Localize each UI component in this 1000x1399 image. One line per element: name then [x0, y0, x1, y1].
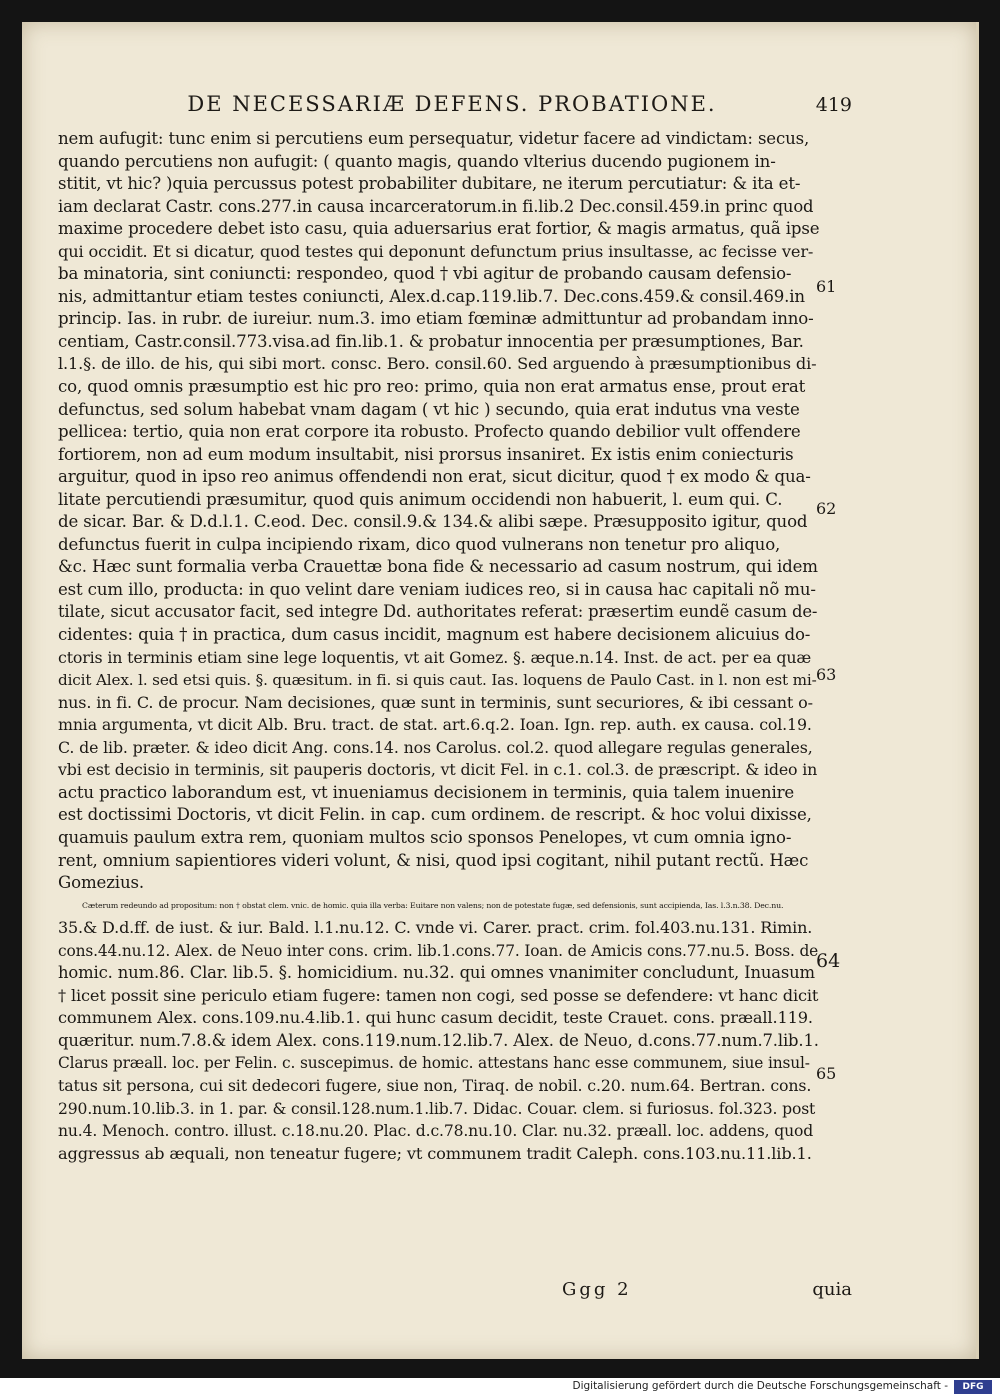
text-line: actu practico laborandum est, vt inueniamus decisionem in terminis, quia talem inuenire — [58, 782, 795, 802]
text-line: de sicar. Bar. & D.d.l.1. C.eod. Dec. consil.9.& 134.& alibi sæpe. Præsupposito igitur, quod — [58, 512, 808, 532]
text-line: quamuis paulum extra rem, quoniam multos scio sponsos Penelopes, vt cum omnia igno- — [58, 827, 792, 847]
text-line: ctoris in terminis etiam sine lege loquentis, vt ait Gomez. §. æque.n.14. Inst. de act. per ea quæ — [58, 647, 812, 667]
text-line: defunctus, sed solum habebat vnam dagam ( vt hic ) secundo, quia erat indutus vna veste — [58, 399, 800, 419]
text-line: C. de lib. præter. & ideo dicit Ang. cons.14. nos Carolus. col.2. quod allegare regulas generales, — [58, 737, 813, 757]
text-line: litate percutiendi præsumitur, quod quis animum occidendi non habuerit, l. eum qui. C. — [58, 489, 783, 509]
text-line: nus. in fi. C. de procur. Nam decisiones, quæ sunt in terminis, sunt securiores, & ibi cessant o- — [58, 692, 813, 712]
text-line: ba minatoria, sint coniuncti: respondeo, quod † vbi agitur de probando causam defensio- — [58, 264, 792, 284]
text-line: nem aufugit: tunc enim si percutiens eum persequatur, videtur facere ad vindictam: secus, — [58, 129, 810, 148]
text-line: quando percutiens non aufugit: ( quanto magis, quando vlterius ducendo pugionem in- — [58, 151, 776, 171]
text-line: communem Alex. cons.109.nu.4.lib.1. qui hunc casum decidit, teste Crauet. cons. præall.119. — [58, 1008, 813, 1028]
text-line: est cum illo, producta: in quo velint dare veniam iudices reo, si in causa hac capitali nõ mu- — [58, 579, 816, 599]
text-line: princip. Ias. in rubr. de iureiur. num.3. imo etiam fœminæ admittuntur ad probandam inno- — [58, 309, 814, 329]
page-footer — [562, 1279, 852, 1305]
text-line: cons.44.nu.12. Alex. de Neuo inter cons. crim. lib.1.cons.77. Ioan. de Amicis cons.77.nu.5. Boss. de — [58, 941, 819, 960]
book-page — [22, 22, 979, 1359]
dfg-logo: DFG — [954, 1380, 992, 1394]
marginal-number: 61 — [816, 277, 837, 296]
marginal-number: 65 — [816, 1064, 837, 1083]
text-line: nu.4. Menoch. contro. illust. c.18.nu.20. Plac. d.c.78.nu.10. Clar. nu.32. præall. loc. addens, quod — [58, 1122, 814, 1141]
text-line: mnia argumenta, vt dicit Alb. Bru. tract. de stat. art.6.q.2. Ioan. Ign. rep. auth. ex causa. col.19. — [58, 715, 812, 735]
signature-mark: Ggg 2 — [562, 1279, 632, 1300]
catchword: quia — [812, 1279, 852, 1300]
marginal-number: 63 — [816, 665, 837, 684]
credit-bar — [0, 1378, 1000, 1399]
text-line: aggressus ab æquali, non teneatur fugere; vt communem tradit Caleph. cons.103.nu.11.lib.1. — [58, 1143, 812, 1163]
text-line: pellicea: tertio, quia non erat corpore ita robusto. Profecto quando debilior vult offendere — [58, 422, 801, 442]
text-line: l.1.§. de illo. de his, qui sibi mort. consc. Bero. consil.60. Sed arguendo à præsumptionibus di- — [58, 354, 817, 374]
text-line: 35.& D.d.ff. de iust. & iur. Bald. l.1.nu.12. C. vnde vi. Carer. pract. crim. fol.403.nu.131. Rimin. — [58, 918, 813, 938]
credit-text: Digitalisierung gefördert durch die Deutsche Forschungsgemeinschaft - — [572, 1380, 948, 1392]
text-line: 290.num.10.lib.3. in 1. par. & consil.128.num.1.lib.7. Didac. Couar. clem. si furiosus. fol.323. post — [58, 1099, 816, 1118]
text-line: cidentes: quia † in practica, dum casus incidit, magnum est habere decisionem alicuius do- — [58, 625, 811, 645]
text-line: nis, admittantur etiam testes coniuncti, Alex.d.cap.119.lib.7. Dec.cons.459.& consil.469.in — [58, 286, 805, 306]
text-line: homic. num.86. Clar. lib.5. §. homicidium. nu.32. qui omnes vnanimiter concludunt, Inuasum — [58, 963, 815, 983]
text-line: quæritur. num.7.8.& idem Alex. cons.119.num.12.lib.7. Alex. de Neuo, d.cons.77.num.7.lib.1. — [58, 1030, 819, 1050]
text-line: iam declarat Castr. cons.277.in causa incarceratorum.in fi.lib.2 Dec.consil.459.in princ quod — [58, 196, 814, 216]
text-line: Gomezius. — [58, 873, 144, 893]
marginal-number: 64 — [816, 950, 841, 972]
text-line: dicit Alex. l. sed etsi quis. §. quæsitum. in fi. si quis caut. Ias. loquens de Paulo Cast. in l. non est mi- — [58, 671, 817, 690]
text-line: vbi est decisio in terminis, sit pauperis doctoris, vt dicit Fel. in c.1. col.3. de præscript. & ideo in — [58, 760, 818, 780]
page-header — [132, 92, 852, 132]
page-number: 419 — [815, 94, 852, 116]
text-line: † licet possit sine periculo etiam fugere: tamen non cogi, sed posse se defendere: vt hanc dicit — [58, 985, 819, 1005]
text-line: arguitur, quod in ipso reo animus offendendi non erat, sicut dicitur, quod † ex modo & qua- — [58, 467, 811, 487]
marginal-number: 62 — [816, 499, 837, 518]
text-line: rent, omnium sapientiores videri volunt, & nisi, quod ipsi cogitant, nihil putant rectũ. Hæc — [58, 850, 809, 870]
running-title: DE NECESSARIÆ DEFENS. PROBATIONE. — [187, 92, 717, 116]
text-line: maxime procedere debet isto casu, quia aduersarius erat fortior, & magis armatus, quã ipse — [58, 219, 820, 239]
text-line: co, quod omnis præsumptio est hic pro reo: primo, quia non erat armatus ense, prout erat — [58, 377, 806, 397]
text-line: tilate, sicut accusator facit, sed integre Dd. authoritates referat: præsertim eundẽ casum de- — [58, 602, 818, 622]
text-line: stitit, vt hic? )quia percussus potest probabiliter dubitare, ne iterum percutiatur: & ita et- — [58, 174, 801, 194]
text-line: qui occidit. Et si dicatur, quod testes qui deponunt defunctum prius insultasse, ac fecisse ver- — [58, 241, 814, 261]
text-line: tatus sit persona, cui sit dedecori fugere, siue non, Tiraq. de nobil. c.20. num.64. Bertran. cons. — [58, 1075, 812, 1095]
text-line: est doctissimi Doctoris, vt dicit Felin. in cap. cum ordinem. de rescript. & hoc volui dixisse, — [58, 805, 812, 825]
text-line: centiam, Castr.consil.773.visa.ad fin.lib.1. & probatur innocentia per præsumptiones, Bar. — [58, 331, 804, 351]
text-line: fortiorem, non ad eum modum insultabit, nisi prorsus insaniret. Ex istis enim coniecturis — [58, 444, 794, 464]
body-text — [58, 128, 818, 1165]
text-line: defunctus fuerit in culpa incipiendo rixam, dico quod vulnerans non tenetur pro aliquo, — [58, 534, 781, 554]
text-line: Clarus præall. loc. per Felin. c. suscepimus. de homic. attestans hanc esse communem, siue insul- — [58, 1054, 810, 1073]
text-line: Cæterum redeundo ad propositum: non † obstat clem. vnic. de homic. quia illa verba: Euitare non valens; non de potestate fugæ, sed defensionis, sunt accipienda, Ias. l.3.n.38. Dec.nu. — [82, 900, 784, 910]
text-line: &c. Hæc sunt formalia verba Crauettæ bona fide & necessario ad casum nostrum, qui idem — [58, 557, 818, 577]
